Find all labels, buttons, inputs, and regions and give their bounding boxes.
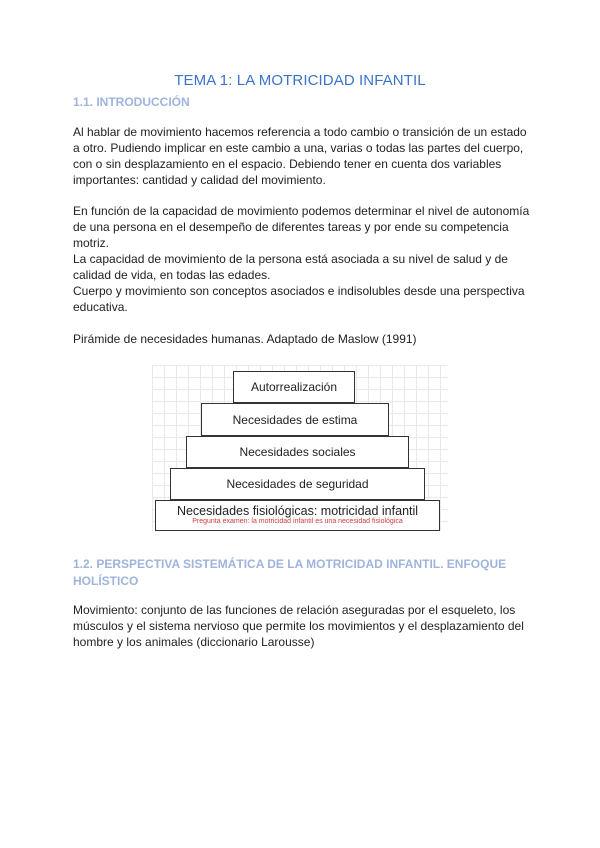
paragraph-line: Cuerpo y movimiento son conceptos asociados e indisolubles desde una perspectiva educativa.	[73, 284, 525, 314]
figure-caption	[73, 331, 535, 347]
autonomy-paragraph	[73, 203, 535, 315]
paragraph-text: Al hablar de movimiento hacemos referencia a todo cambio o transición de un estado a otro. Pudiendo implicar en este cambio a una, varias o todas las partes del cuerpo, con o sin desplazamiento en el espacio. Debiendo tener en cuenta dos variables importantes: cantidad y calidad del movimiento.	[73, 125, 527, 187]
pyramid-tier-estima: Necesidades de estima	[201, 403, 389, 436]
pyramid-tier-fisiologicas-label: Necesidades fisiológicas: motricidad infantil	[176, 504, 419, 518]
section-heading-introduccion: 1.1. INTRODUCCIÓN	[73, 95, 190, 109]
exam-note: Pregunta examen: la motricidad infantil es una necesidad fisiológica	[192, 518, 403, 525]
paragraph-line: La capacidad de movimiento de la persona está asociada a su nivel de salud y de calidad de vida, en todas las edades.	[73, 252, 508, 282]
section-heading-perspectiva: 1.2. PERSPECTIVA SISTEMÁTICA DE LA MOTRICIDAD INFANTIL. ENFOQUE HOLÍSTICO	[73, 557, 507, 588]
paragraph-line: En función de la capacidad de movimiento podemos determinar el nivel de autonomía de una persona en el desempeño de diferentes tareas y por ende su competencia motriz.	[73, 204, 530, 250]
maslow-pyramid-figure	[152, 365, 448, 531]
pyramid-tier-autorrealizacion: Autorrealización	[233, 371, 355, 403]
pyramid-tier-seguridad: Necesidades de seguridad	[170, 468, 425, 500]
pyramid-tier-sociales: Necesidades sociales	[186, 436, 409, 468]
movimiento-definition-paragraph	[73, 602, 535, 650]
document-title: TEMA 1: LA MOTRICIDAD INFANTIL	[174, 72, 426, 89]
paragraph-text: Movimiento: conjunto de las funciones de relación aseguradas por el esqueleto, los músculos y el sistema nervioso que permite los movimientos y el desplazamiento del hombre y los animales (diccionario Larousse)	[73, 603, 524, 649]
pyramid-tier-fisiologicas	[155, 500, 440, 531]
caption-text: Pirámide de necesidades humanas. Adaptado de Maslow (1991)	[73, 332, 417, 346]
intro-paragraph	[73, 124, 535, 188]
